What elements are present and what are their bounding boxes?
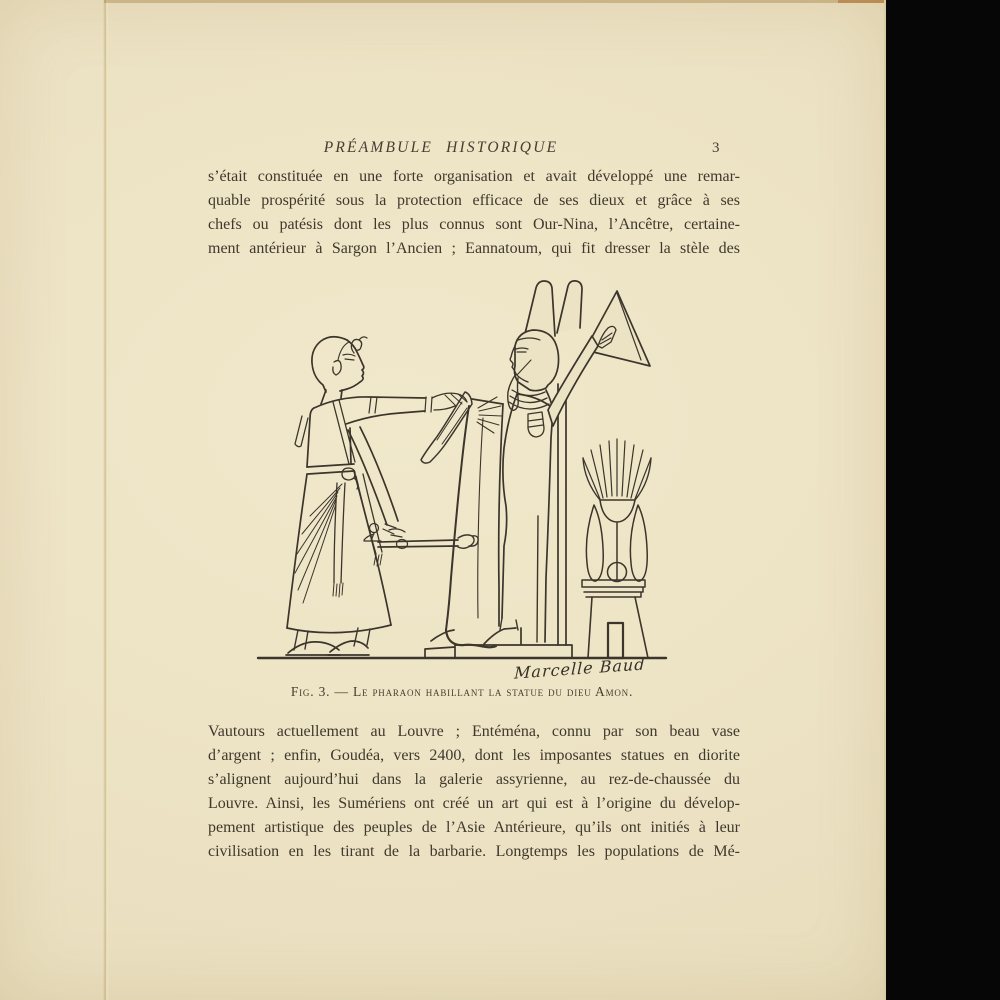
upper-hand-fingers xyxy=(445,394,467,406)
upper-wrist-bracelet xyxy=(425,397,432,412)
artist-signature: Marcelle Baud xyxy=(513,654,646,683)
ceremonial-cloth xyxy=(421,392,503,647)
statue-body-back xyxy=(545,390,553,642)
pharaoh-back-foot xyxy=(286,642,340,655)
statue-body-front xyxy=(502,394,517,618)
sash-front xyxy=(334,483,345,583)
censer-handle-figure-head xyxy=(370,524,379,533)
running-head-title: PRÉAMBULE HISTORIQUE xyxy=(323,139,559,156)
amon-statue xyxy=(425,281,650,658)
upper-armband xyxy=(369,397,377,413)
upper-hand xyxy=(432,393,467,410)
text-line: Vautours actuellement au Louvre ; Entéména, connu par son beau vase xyxy=(208,723,740,740)
cloth-fold-line xyxy=(478,418,483,618)
uraeus xyxy=(351,337,367,353)
paragraph-bottom xyxy=(208,720,740,864)
text-line: d’argent ; enfin, Goudéa, vers 2400, dont les imposantes statues en diorite xyxy=(208,747,740,764)
cloth-top-edge xyxy=(472,399,503,404)
stand-base xyxy=(588,597,648,658)
cloth-panel-left-edge xyxy=(446,406,469,630)
text-line: civilisation en les tirant de la barbarie. Longtemps les populations de Mé- xyxy=(208,843,740,860)
skirt-hem xyxy=(287,625,391,633)
statue-near-foot xyxy=(484,628,521,644)
scarf xyxy=(421,392,472,463)
stand-capital xyxy=(582,580,645,597)
text-line: chefs ou patésis dont les plus connus sont Our-Nina, l’Ancêtre, certaine- xyxy=(208,216,740,233)
text-line: Louvre. Ainsi, les Sumériens ont créé un art qui est à l’origine du dévelop- xyxy=(208,795,740,812)
figure-illustration xyxy=(250,278,674,682)
statue-far-foot xyxy=(431,630,454,641)
page-top-edge xyxy=(104,0,884,3)
scarf-inner-waves xyxy=(437,402,467,444)
belt xyxy=(307,464,354,474)
page-number: 3 xyxy=(712,140,720,156)
pharaoh-front-foot xyxy=(328,641,369,655)
text-line: pement artistique des peuples de l’Asie Antérieure, qu’ils ont initiés à leur xyxy=(208,819,740,836)
offering-stand xyxy=(582,439,651,658)
back-contour xyxy=(307,408,314,467)
pharaoh-ear xyxy=(333,361,341,375)
text-line: ment antérieur à Sargon l’Ancien ; Eannatoum, qui fit dresser la stèle des xyxy=(208,240,740,257)
censer-shaft xyxy=(378,540,458,547)
censer-scepter xyxy=(364,524,478,549)
page-top-edge-corner xyxy=(838,0,884,3)
crown-plume-right xyxy=(557,281,582,333)
pharaoh-hairline xyxy=(338,342,349,360)
chest-strap xyxy=(333,400,355,464)
lotus-bud-left xyxy=(586,505,603,581)
back-strap-flap xyxy=(295,416,308,447)
lotus-bud-right xyxy=(630,505,647,581)
flail xyxy=(585,291,650,366)
paragraph-top xyxy=(208,165,740,261)
pharaoh-figure xyxy=(286,337,467,655)
censer-tip xyxy=(458,535,478,548)
text-line: s’alignent aujourd’hui dans la galerie assyrienne, au rez-de-chaussée du xyxy=(208,771,740,788)
statue-inner-leg xyxy=(537,516,538,642)
skirt-back-edge xyxy=(287,474,307,628)
pharaoh-eye xyxy=(343,354,355,360)
page-gutter-crease xyxy=(103,0,109,1000)
lotus-cup xyxy=(600,500,635,580)
statue-counterpoise xyxy=(528,412,544,437)
back-pillar xyxy=(558,380,566,645)
skirt-front-edge xyxy=(354,471,391,625)
text-line: quable prospérité sous la protection efficace de ses dieux et grâce à ses xyxy=(208,192,740,209)
text-line: s’était constituée en une forte organisation et avait développé une remar- xyxy=(208,168,740,185)
figure-caption: Fig. 3. — Le pharaon habillant la statue du dieu Amon. xyxy=(290,684,634,699)
sash-fringe xyxy=(333,583,343,597)
statue-plinth xyxy=(425,645,572,658)
stand-door xyxy=(608,623,623,658)
pharaoh-head xyxy=(312,337,347,392)
